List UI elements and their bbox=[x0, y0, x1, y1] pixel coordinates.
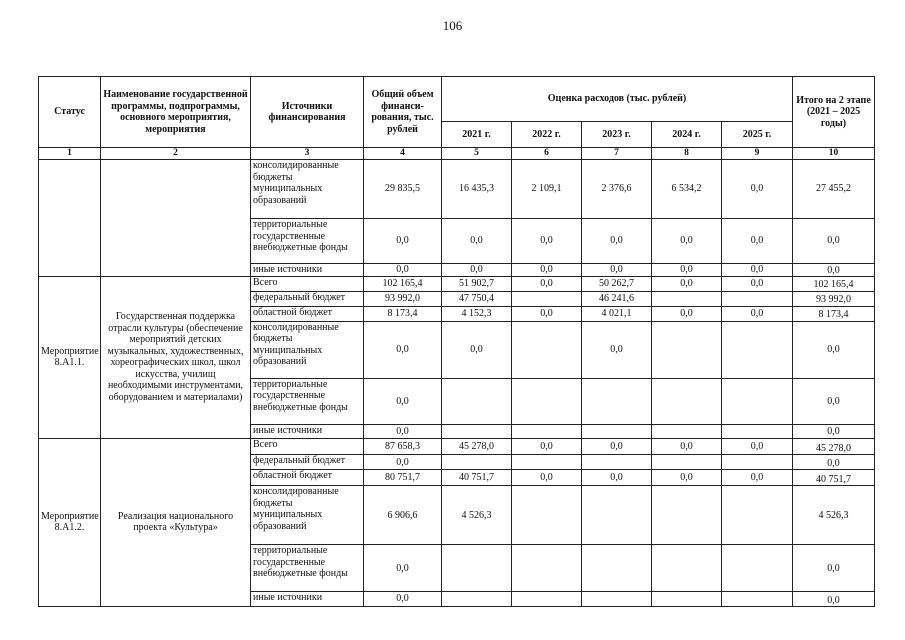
header-total: Общий объем финанси-рования, тыс. рублей bbox=[364, 77, 442, 148]
year-2023-cell bbox=[582, 545, 652, 592]
total-cell: 0,0 bbox=[364, 321, 442, 378]
year-2021-cell: 0,0 bbox=[442, 321, 512, 378]
stage-total-cell: 0,0 bbox=[793, 263, 875, 276]
year-2024-cell: 0,0 bbox=[652, 306, 722, 321]
year-2023-cell bbox=[582, 455, 652, 470]
status-cell: Мероприятие 8.А1.1. bbox=[39, 277, 101, 439]
header-status: Статус bbox=[39, 77, 101, 148]
header-stage-total: Итого на 2 этапе (2021 – 2025 годы) bbox=[793, 77, 875, 148]
stage-total-cell: 40 751,7 bbox=[793, 470, 875, 486]
source-cell: консолидированные бюджеты муниципальных образований bbox=[251, 160, 364, 219]
year-2024-cell bbox=[652, 321, 722, 378]
year-2022-cell: 2 109,1 bbox=[512, 160, 582, 219]
year-2024-cell bbox=[652, 425, 722, 438]
year-2024-cell: 0,0 bbox=[652, 470, 722, 486]
source-cell: областной бюджет bbox=[251, 470, 364, 486]
col-number: 7 bbox=[582, 148, 652, 160]
year-2024-cell: 0,0 bbox=[652, 438, 722, 455]
name-cell: Государственная поддержка отрасли культуры (обеспечение мероприятий детских музыкальных, художественных, хореографических школ, школ искусства, училищ необходимыми инструментами, оборудованием и материалами) bbox=[101, 277, 251, 439]
year-2023-cell: 0,0 bbox=[582, 470, 652, 486]
stage-total-cell: 0,0 bbox=[793, 545, 875, 592]
stage-total-cell: 93 992,0 bbox=[793, 291, 875, 306]
source-cell: иные источники bbox=[251, 263, 364, 276]
year-2022-cell: 0,0 bbox=[512, 306, 582, 321]
year-2024-cell: 0,0 bbox=[652, 219, 722, 263]
stage-total-cell: 27 455,2 bbox=[793, 160, 875, 219]
page-number: 106 bbox=[442, 18, 463, 33]
year-2022-cell bbox=[512, 425, 582, 438]
year-2022-cell: 0,0 bbox=[512, 438, 582, 455]
year-2021-cell: 45 278,0 bbox=[442, 438, 512, 455]
header-name: Наименование государственной программы, подпрограммы, основного мероприятия, мероприятия bbox=[101, 77, 251, 148]
total-cell: 80 751,7 bbox=[364, 470, 442, 486]
source-cell: Всего bbox=[251, 277, 364, 292]
year-2024-cell: 6 534,2 bbox=[652, 160, 722, 219]
year-2022-cell bbox=[512, 321, 582, 378]
year-2023-cell bbox=[582, 592, 652, 607]
source-cell: консолидированные бюджеты муниципальных образований bbox=[251, 321, 364, 378]
total-cell: 93 992,0 bbox=[364, 291, 442, 306]
year-2025-cell: 0,0 bbox=[722, 160, 793, 219]
total-cell: 0,0 bbox=[364, 545, 442, 592]
year-2022-cell bbox=[512, 378, 582, 425]
name-cell bbox=[101, 160, 251, 277]
year-2024-cell: 0,0 bbox=[652, 263, 722, 276]
year-2025-cell bbox=[722, 291, 793, 306]
status-cell: Мероприятие 8.А1.2. bbox=[39, 438, 101, 606]
year-2021-cell: 0,0 bbox=[442, 263, 512, 276]
stage-total-cell: 0,0 bbox=[793, 455, 875, 470]
year-2023-cell: 0,0 bbox=[582, 263, 652, 276]
source-cell: территориальные государственные внебюджетные фонды bbox=[251, 545, 364, 592]
year-2024-cell: 0,0 bbox=[652, 277, 722, 292]
source-cell: иные источники bbox=[251, 425, 364, 438]
header-sources: Источники финансирования bbox=[251, 77, 364, 148]
col-number: 8 bbox=[652, 148, 722, 160]
total-cell: 102 165,4 bbox=[364, 277, 442, 292]
budget-table bbox=[38, 76, 875, 607]
year-2025-cell bbox=[722, 378, 793, 425]
year-2025-cell bbox=[722, 321, 793, 378]
col-number: 3 bbox=[251, 148, 364, 160]
source-cell: консолидированные бюджеты муниципальных образований bbox=[251, 486, 364, 545]
year-2021-cell: 40 751,7 bbox=[442, 470, 512, 486]
stage-total-cell: 102 165,4 bbox=[793, 277, 875, 292]
year-2023-cell: 2 376,6 bbox=[582, 160, 652, 219]
year-2022-cell bbox=[512, 455, 582, 470]
year-2023-cell: 0,0 bbox=[582, 219, 652, 263]
source-cell: территориальные государственные внебюджетные фонды bbox=[251, 219, 364, 263]
source-cell: иные источники bbox=[251, 592, 364, 607]
year-2021-cell: 4 526,3 bbox=[442, 486, 512, 545]
header-year: 2022 г. bbox=[512, 122, 582, 148]
year-2022-cell bbox=[512, 291, 582, 306]
stage-total-cell: 0,0 bbox=[793, 425, 875, 438]
table-row bbox=[39, 277, 875, 292]
source-cell: областной бюджет bbox=[251, 306, 364, 321]
header-year: 2024 г. bbox=[652, 122, 722, 148]
total-cell: 29 835,5 bbox=[364, 160, 442, 219]
year-2024-cell bbox=[652, 378, 722, 425]
year-2024-cell bbox=[652, 455, 722, 470]
col-number: 4 bbox=[364, 148, 442, 160]
year-2022-cell: 0,0 bbox=[512, 470, 582, 486]
stage-total-cell: 0,0 bbox=[793, 378, 875, 425]
year-2023-cell: 0,0 bbox=[582, 321, 652, 378]
year-2021-cell: 0,0 bbox=[442, 219, 512, 263]
year-2023-cell bbox=[582, 425, 652, 438]
total-cell: 8 173,4 bbox=[364, 306, 442, 321]
header-estimate: Оценка расходов (тыс. рублей) bbox=[442, 77, 793, 122]
stage-total-cell: 0,0 bbox=[793, 321, 875, 378]
year-2021-cell bbox=[442, 592, 512, 607]
year-2025-cell: 0,0 bbox=[722, 263, 793, 276]
year-2025-cell: 0,0 bbox=[722, 306, 793, 321]
year-2025-cell: 0,0 bbox=[722, 438, 793, 455]
year-2021-cell bbox=[442, 455, 512, 470]
year-2022-cell bbox=[512, 592, 582, 607]
year-2025-cell: 0,0 bbox=[722, 277, 793, 292]
total-cell: 0,0 bbox=[364, 219, 442, 263]
source-cell: федеральный бюджет bbox=[251, 291, 364, 306]
year-2022-cell: 0,0 bbox=[512, 263, 582, 276]
year-2021-cell bbox=[442, 378, 512, 425]
stage-total-cell: 8 173,4 bbox=[793, 306, 875, 321]
year-2024-cell bbox=[652, 592, 722, 607]
year-2024-cell bbox=[652, 545, 722, 592]
year-2021-cell bbox=[442, 425, 512, 438]
year-2022-cell bbox=[512, 545, 582, 592]
name-cell: Реализация национального проекта «Культура» bbox=[101, 438, 251, 606]
year-2021-cell: 51 902,7 bbox=[442, 277, 512, 292]
year-2021-cell: 4 152,3 bbox=[442, 306, 512, 321]
year-2025-cell bbox=[722, 592, 793, 607]
year-2024-cell bbox=[652, 486, 722, 545]
year-2025-cell bbox=[722, 545, 793, 592]
year-2023-cell: 46 241,6 bbox=[582, 291, 652, 306]
source-cell: федеральный бюджет bbox=[251, 455, 364, 470]
year-2025-cell: 0,0 bbox=[722, 470, 793, 486]
total-cell: 87 658,3 bbox=[364, 438, 442, 455]
header-year: 2025 г. bbox=[722, 122, 793, 148]
col-number: 5 bbox=[442, 148, 512, 160]
col-number: 6 bbox=[512, 148, 582, 160]
total-cell: 0,0 bbox=[364, 425, 442, 438]
year-2021-cell: 47 750,4 bbox=[442, 291, 512, 306]
header-year: 2021 г. bbox=[442, 122, 512, 148]
source-cell: Всего bbox=[251, 438, 364, 455]
total-cell: 0,0 bbox=[364, 455, 442, 470]
col-number: 9 bbox=[722, 148, 793, 160]
status-cell bbox=[39, 160, 101, 277]
year-2023-cell: 0,0 bbox=[582, 438, 652, 455]
stage-total-cell: 45 278,0 bbox=[793, 438, 875, 455]
year-2023-cell bbox=[582, 378, 652, 425]
year-2021-cell bbox=[442, 545, 512, 592]
stage-total-cell: 0,0 bbox=[793, 219, 875, 263]
table-row bbox=[39, 160, 875, 219]
year-2025-cell bbox=[722, 425, 793, 438]
year-2023-cell bbox=[582, 486, 652, 545]
year-2025-cell bbox=[722, 455, 793, 470]
year-2023-cell: 4 021,1 bbox=[582, 306, 652, 321]
year-2025-cell: 0,0 bbox=[722, 219, 793, 263]
year-2022-cell: 0,0 bbox=[512, 277, 582, 292]
col-number: 2 bbox=[101, 148, 251, 160]
year-2021-cell: 16 435,3 bbox=[442, 160, 512, 219]
col-number: 1 bbox=[39, 148, 101, 160]
year-2024-cell bbox=[652, 291, 722, 306]
stage-total-cell: 0,0 bbox=[793, 592, 875, 607]
col-number: 10 bbox=[793, 148, 875, 160]
source-cell: территориальные государственные внебюджетные фонды bbox=[251, 378, 364, 425]
year-2022-cell: 0,0 bbox=[512, 219, 582, 263]
year-2025-cell bbox=[722, 486, 793, 545]
total-cell: 0,0 bbox=[364, 263, 442, 276]
total-cell: 0,0 bbox=[364, 592, 442, 607]
stage-total-cell: 4 526,3 bbox=[793, 486, 875, 545]
year-2022-cell bbox=[512, 486, 582, 545]
total-cell: 0,0 bbox=[364, 378, 442, 425]
total-cell: 6 906,6 bbox=[364, 486, 442, 545]
table-row bbox=[39, 438, 875, 455]
header-year: 2023 г. bbox=[582, 122, 652, 148]
year-2023-cell: 50 262,7 bbox=[582, 277, 652, 292]
